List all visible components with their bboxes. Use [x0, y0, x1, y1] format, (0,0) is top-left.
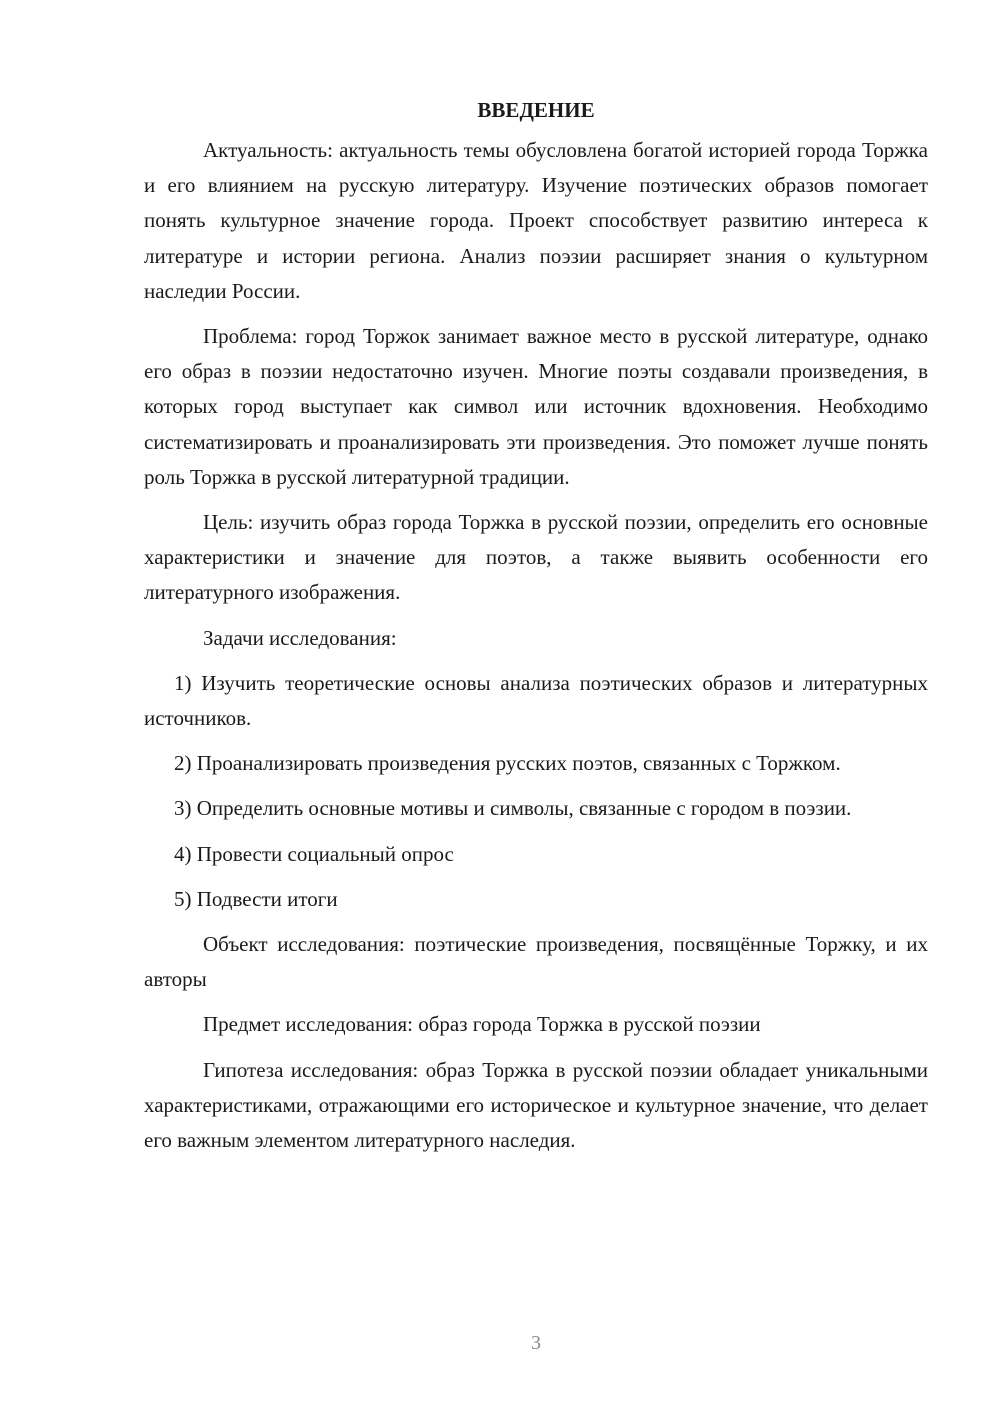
task-item-1: 1) Изучить теоретические основы анализа поэтических образов и литературных источников. [144, 670, 928, 731]
section-title: ВВЕДЕНИЕ [477, 98, 595, 122]
paragraph-relevance: Актуальность: актуальность темы обусловлена богатой историей города Торжка и его влиянием на русскую литературу. Изучение поэтических образов помогает понять культурное значение города. Проект способствует развитию интереса к литературе и истории региона. Анализ поэзии расширяет знания о культурном наследии России. [144, 138, 928, 303]
paragraph-hypothesis: Гипотеза исследования: образ Торжка в русской поэзии обладает уникальными характеристиками, отражающими его историческое и культурное значение, что делает его важным элементом литературного наследия. [144, 1057, 928, 1153]
paragraph-object: Объект исследования: поэтические произведения, посвящённые Торжку, и их авторы [144, 932, 928, 992]
paragraph-subject: Предмет исследования: образ города Торжка в русской поэзии [203, 1012, 761, 1037]
task-item-4: 4) Провести социальный опрос [174, 841, 454, 866]
document-page [144, 93, 928, 1168]
paragraph-problem: Проблема: город Торжок занимает важное место в русской литературе, однако его образ в поэзии недостаточно изучен. Многие поэты создавали произведения, в которых город выступает как символ или источник вдохновения. Необходимо систематизировать и проанализировать эти произведения. Это поможет лучше понять роль Торжка в русской литературной традиции. [144, 324, 928, 489]
task-item-2: 2) Проанализировать произведения русских поэтов, связанных с Торжком. [174, 751, 841, 776]
paragraph-goal: Цель: изучить образ города Торжка в русской поэзии, определить его основные характеристики и значение для поэтов, а также выявить особенности его литературного изображения. [144, 510, 928, 605]
task-item-3: 3) Определить основные мотивы и символы, связанные с городом в поэзии. [174, 796, 852, 821]
task-item-5: 5) Подвести итоги [174, 886, 338, 911]
page-number: 3 [531, 1332, 541, 1354]
paragraph-tasks-heading: Задачи исследования: [203, 625, 397, 650]
